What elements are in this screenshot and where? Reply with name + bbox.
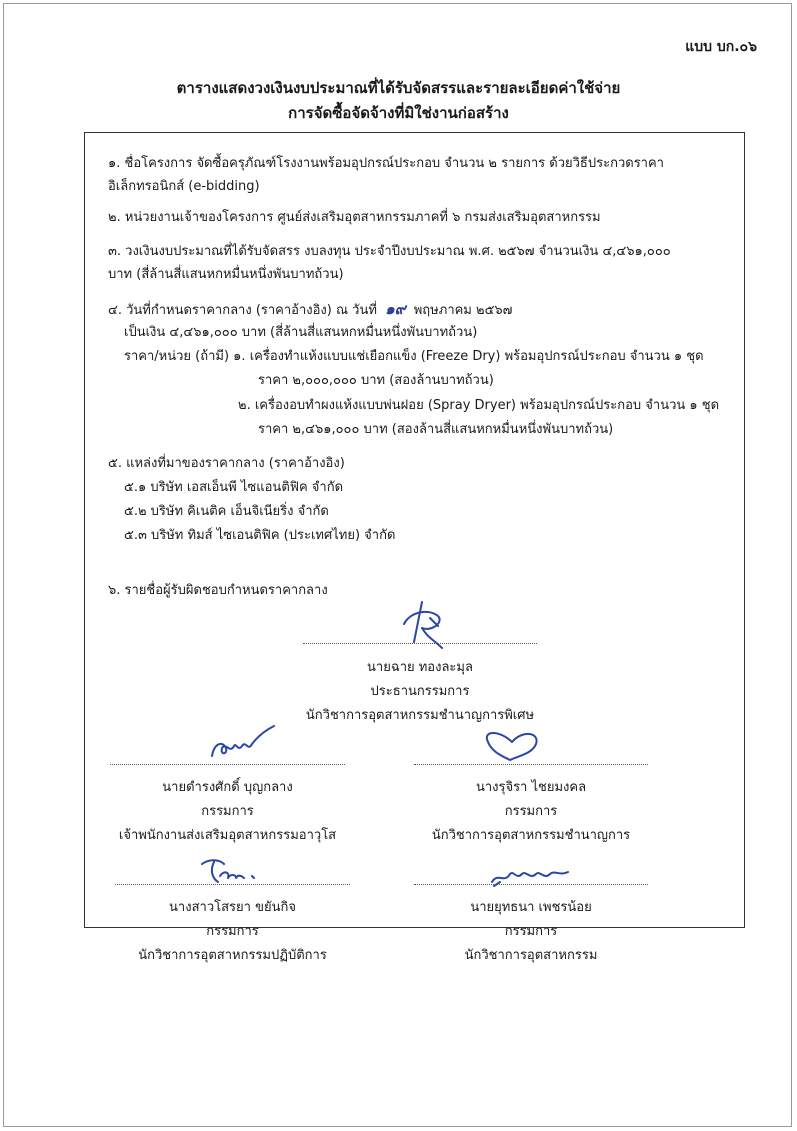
item-4-date-line [108,300,512,320]
chair-position: นักวิชาการอุตสาหกรรมชำนาญการพิเศษ [305,708,535,723]
item-4-amount: เป็นเงิน ๔,๔๖๑,๐๐๐ บาท (สี่ล้านสี่แสนหกหมื่นหนึ่งพันบาทถ้วน) [124,325,478,340]
m3-position: นักวิชาการอุตสาหกรรมปฏิบัติการ [138,948,327,963]
document-title: ตารางแสดงวงเงินงบประมาณที่ได้รับจัดสรรและรายละเอียดค่าใช้จ่าย [176,79,621,97]
item-4-day-handwritten: ๑๙ [385,300,406,318]
signature-m1 [208,722,280,764]
m1-position: เจ้าพนักงานส่งเสริมอุตสาหกรรมอาวุโส [118,828,337,843]
item-4-unit-line-1: ราคา/หน่วย (ถ้ามี) ๑. เครื่องทำแห้งแบบแช่เยือกแข็ง (Freeze Dry) พร้อมอุปกรณ์ประกอบ จำนวน ๑ ชุด [124,349,704,364]
item-1-line-2: อิเล็กทรอนิกส์ (e-bidding) [108,179,260,194]
m1-role: กรรมการ [201,804,254,819]
item-5-1: ๕.๑ บริษัท เอสเอ็นพี ไซแอนติฟิค จำกัด [124,480,344,495]
m4-role: กรรมการ [504,924,558,939]
item-3-line-1: ๓. วงเงินงบประมาณที่ได้รับจัดสรร งบลงทุน ประจำปีงบประมาณ พ.ศ. ๒๕๖๗ จำนวนเงิน ๔,๔๖๑,๐๐๐ [108,244,671,259]
item-4-unit-line-4: ราคา ๒,๔๖๑,๐๐๐ บาท (สองล้านสี่แสนหกหมื่นหนึ่งพันบาทถ้วน) [258,422,614,437]
signature-chair [392,598,452,654]
item-3-line-2: บาท (สี่ล้านสี่แสนหกหมื่นหนึ่งพันบาทถ้วน) [108,267,344,282]
m3-signature-line [115,884,350,885]
chair-name: นายฉาย ทองละมุล [367,660,473,675]
form-code: แบบ บก.๐๖ [685,39,757,55]
signature-m3 [196,854,262,888]
item-5-2: ๕.๒ บริษัท คิเนติค เอ็นจิเนียริ่ง จำกัด [124,504,329,519]
item-4-prefix: ๔. วันที่กำหนดราคากลาง (ราคาอ้างอิง) ณ วันที่ [108,303,377,318]
chair-signature-line [303,643,537,644]
item-6: ๖. รายชื่อผู้รับผิดชอบกำหนดราคากลาง [108,583,328,598]
signature-m4 [488,862,572,890]
m1-signature-line [110,764,345,765]
item-4-unit-line-2: ราคา ๒,๐๐๐,๐๐๐ บาท (สองล้านบาทถ้วน) [258,373,494,388]
m2-name: นางรุจิรา ไชยมงคล [475,780,587,795]
m2-position: นักวิชาการอุตสาหกรรมชำนาญการ [431,828,631,843]
m4-name: นายยุทธนา เพชรน้อย [470,900,592,915]
m3-name: นางสาวโสรยา ขยันกิจ [169,900,296,915]
m4-signature-line [414,884,648,885]
m4-position: นักวิชาการอุตสาหกรรม [464,948,598,963]
m3-role: กรรมการ [206,924,259,939]
m2-role: กรรมการ [504,804,558,819]
document-subtitle: การจัดซื้อจัดจ้างที่มิใช่งานก่อสร้าง [288,104,509,122]
signature-m2 [478,728,548,764]
m1-name: นายดำรงศักดิ์ บุญกลาง [162,780,293,795]
item-4-unit-line-3: ๒. เครื่องอบทำผงแห้งแบบพ่นฝอย (Spray Dryer) พร้อมอุปกรณ์ประกอบ จำนวน ๑ ชุด [238,398,720,413]
chair-role: ประธานกรรมการ [370,684,470,699]
m2-signature-line [414,764,648,765]
item-5: ๕. แหล่งที่มาของราคากลาง (ราคาอ้างอิง) [108,456,345,471]
item-2: ๒. หน่วยงานเจ้าของโครงการ ศูนย์ส่งเสริมอุตสาหกรรมภาคที่ ๖ กรมส่งเสริมอุตสาหกรรม [108,210,601,225]
item-5-3: ๕.๓ บริษัท ทิมส์ ไซเอนติฟิค (ประเทศไทย) จำกัด [124,528,396,543]
item-1-line-1: ๑. ชื่อโครงการ จัดซื้อครุภัณฑ์โรงงานพร้อมอุปกรณ์ประกอบ จำนวน ๒ รายการ ด้วยวิธีประกวดราคา [108,156,664,171]
item-4-suffix: พฤษภาคม ๒๕๖๗ [413,303,513,318]
